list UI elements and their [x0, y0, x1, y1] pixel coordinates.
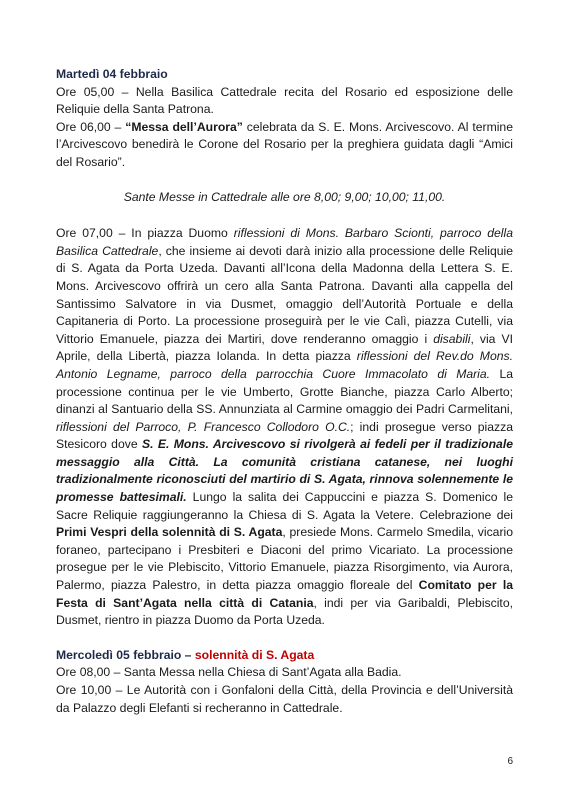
procession-text-1: Ore 07,00 – In piazza Duomo	[56, 226, 234, 241]
day2-heading-solemnity: solennità di S. Agata	[194, 647, 315, 662]
page-number: 6	[507, 756, 513, 767]
procession-text-2: , che insieme ai devoti darà inizio alla processione delle Reliquie di S. Agata da Porta Uzeda. Davanti all’Icona della Madonna della Lettera S. E. Mons. Arcivescovo offrirà un cero alla Santa Patrona. Davanti alla cappella del Santissimo Salvatore in via Dusmet, omaggio dell’Autorità Portuale e della Capitaneria di Porto. La processione proseguirà per le vie Calì, piazza Cutelli, via Vittorio Emanuele, piazza dei Martiri, dove renderanno omaggio i	[56, 243, 513, 346]
day1-paragraph-rosary: Ore 05,00 – Nella Basilica Cattedrale recita del Rosario ed esposizione delle Reliquie della Santa Patrona.	[56, 84, 513, 117]
procession-text-6: Lungo la salita dei Cappuccini e piazza S. Domenico le Sacre Reliquie raggiungeranno la Chiesa di S. Agata la Vetere. Celebrazione dei	[56, 490, 514, 522]
aurora-mass-title: “Messa dell’Aurora”	[125, 119, 243, 134]
procession-disabili: disabili	[433, 331, 471, 346]
day2-paragraph-authorities: Ore 10,00 – Le Autorità con i Gonfaloni della Città, della Provincia e dell’Università da Palazzo degli Elefanti si recheranno in Cattedrale.	[56, 683, 513, 715]
day2-heading	[56, 647, 513, 665]
procession-text-7: , presiede Mons. Carmelo Smedila, vicario foraneo, partecipano i Presbiteri e Diaconi del primo Vicariato. La processione prosegue per le vie Plebiscito, Vittorio Emanuele, piazza Risorgimento, via Aurora, Palermo, piazza Palestro, in detta piazza omaggio floreale del	[56, 525, 513, 593]
masses-schedule: Sante Messe in Cattedrale alle ore 8,00; 9,00; 10,00; 11,00.	[123, 189, 446, 204]
procession-text-3: , via VI Aprile, della Libertà, piazza Iolanda. In detta piazza	[56, 331, 513, 364]
procession-committee: Comitato per la Festa di Sant’Agata nella città di Catania	[56, 578, 513, 610]
day1-paragraph-aurora	[56, 119, 513, 172]
day2-paragraph-mass: Ore 08,00 – Santa Messa nella Chiesa di Sant’Agata alla Badia.	[56, 665, 402, 680]
procession-reflection-3: riflessioni del Parroco, P. Francesco Collodoro O.C.	[56, 419, 351, 434]
procession-text-5: ; indi prosegue verso piazza Stesicoro dove	[56, 419, 513, 452]
section-spacer	[56, 630, 513, 647]
day1-paragraph-procession	[56, 225, 513, 630]
procession-text-4: La processione continua per le vie Umberto, Grotte Bianche, piazza Carlo Alberto; dinanzi al Santuario della SS. Annunziata al Carmine omaggio dei Padri Carmelitani,	[56, 366, 513, 417]
procession-vespers: Primi Vespri della solennità di S. Agata	[56, 525, 283, 540]
aurora-time: Ore 06,00 –	[56, 119, 126, 134]
day1-heading: Martedì 04 febbraio	[56, 67, 168, 81]
aurora-description: celebrata da S. E. Mons. Arcivescovo. Al termine l’Arcivescovo benedirà le Corone del Rosario per la preghiera guidata dagli “Amici del Rosario”.	[56, 119, 513, 169]
procession-archbishop-message: S. E. Mons. Arcivescovo si rivolgerà ai fedeli per il tradizionale messaggio alla Città. La comunità cristiana catanese, nei luoghi tradizionalmente riconosciuti del martirio di S. Agata, rinnova solennemente le promesse battesimali.	[56, 437, 513, 505]
procession-reflection-1: riflessioni di Mons. Barbaro Scionti, parroco della Basilica Cattedrale	[56, 226, 513, 258]
procession-text-8: , indi per via Garibaldi, Plebiscito, Dusmet, rientro in piazza Duomo da Porta Uzeda.	[56, 595, 513, 628]
day2-heading-date: Mercoledì 05 febbraio –	[56, 647, 195, 662]
procession-reflection-2: riflessioni del Rev.do Mons. Antonio Legname, parroco della parrocchia Cuore Immacolato di Maria.	[56, 349, 513, 381]
